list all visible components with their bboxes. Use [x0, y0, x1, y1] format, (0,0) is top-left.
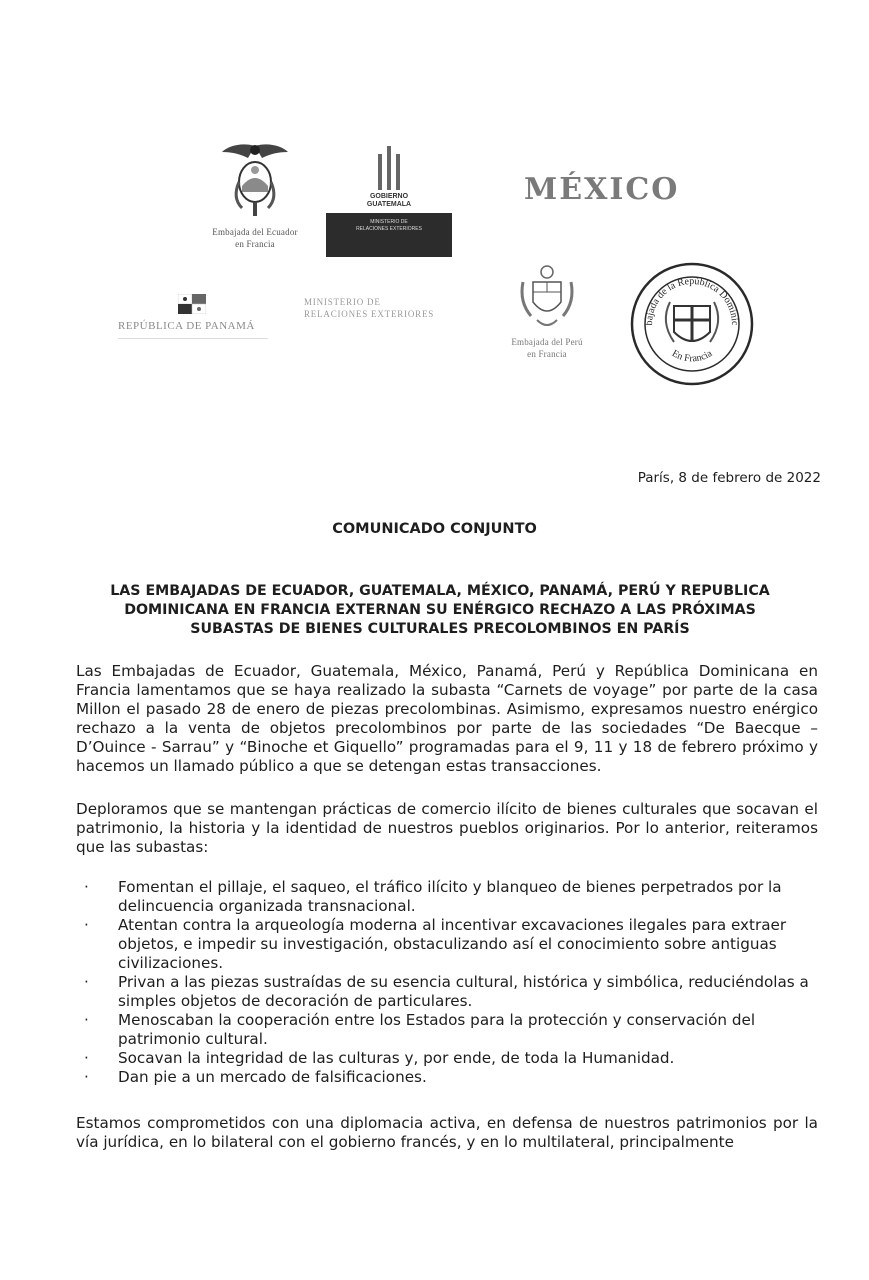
- bullet-text: Privan a las piezas sustraídas de su esencia cultural, histórica y simbólica, reduciéndolas a simples objetos de decoración de particulares.: [118, 973, 809, 1010]
- peru-coat-of-arms-icon: [515, 262, 579, 334]
- bullet-text: Socavan la integridad de las culturas y, por ende, de toda la Humanidad.: [118, 1049, 675, 1067]
- dominican-seal-logo: [630, 262, 754, 386]
- panama-divider: [118, 338, 268, 339]
- bullet-dot: ·: [84, 1068, 89, 1086]
- guatemala-bar-text1: MINISTERIO DE: [370, 219, 408, 225]
- guatemala-line1: GOBIERNO: [369, 193, 409, 200]
- headline-line2: DOMINICANA EN FRANCIA EXTERNAN SU ENÉRGICO RECHAZO A LAS PRÓXIMAS: [124, 602, 756, 618]
- peru-logo: [492, 262, 602, 370]
- bullet-text: Menoscaban la cooperación entre los Estados para la protección y conservación del patrimonio cultural.: [118, 1011, 756, 1048]
- guatemala-columns-icon: [374, 144, 404, 192]
- headline-line3: SUBASTAS DE BIENES CULTURALES PRECOLOMBINOS EN PARÍS: [190, 621, 690, 637]
- guatemala-bar-text2: RELACIONES EXTERIORES: [356, 226, 422, 232]
- bullet-dot: ·: [84, 1049, 89, 1067]
- list-item: [76, 916, 818, 973]
- dominican-seal-top-text: bajada de la República Dominic: [643, 275, 741, 326]
- panama-ministry-line2: RELACIONES EXTERIORES: [304, 309, 435, 319]
- panama-wordmark: REPÚBLICA DE PANAMÁ: [118, 320, 255, 332]
- bullet-text: Fomentan el pillaje, el saqueo, el tráfico ilícito y blanqueo de bienes perpetrados por la delincuencia organizada transnacional.: [118, 878, 782, 915]
- guatemala-ministry-bar: [326, 213, 452, 257]
- bullet-text: Dan pie a un mercado de falsificaciones.: [118, 1068, 427, 1086]
- bullet-dot: ·: [84, 878, 89, 896]
- headline-line1: LAS EMBAJADAS DE ECUADOR, GUATEMALA, MÉXICO, PANAMÁ, PERÚ Y REPUBLICA: [110, 583, 770, 599]
- dominican-seal-bottom-text: En Francia: [669, 348, 715, 365]
- bullet-list: [76, 878, 818, 1087]
- ecuador-coat-of-arms-icon: [220, 140, 290, 220]
- bullet-dot: ·: [84, 1011, 89, 1029]
- list-item: [76, 1011, 818, 1049]
- document-headline: [40, 582, 840, 639]
- list-item: [76, 878, 818, 916]
- list-item: [76, 1068, 818, 1087]
- peru-caption-line1: Embajada del Perú: [511, 337, 583, 347]
- paragraph-2: Deploramos que se mantengan prácticas de comercio ilícito de bienes culturales que socavan el patrimonio, la historia y la identidad de nuestros pueblos originarios. Por lo anterior, reiteramos que las subastas:: [76, 800, 818, 856]
- peru-caption-line2: en Francia: [527, 349, 567, 359]
- bullet-text: Atentan contra la arqueología moderna al incentivar excavaciones ilegales para extraer objetos, e impedir su investigación, obstaculizando así el conocimiento sobre antiguas civilizaciones.: [118, 916, 787, 972]
- panama-logo: [118, 292, 458, 352]
- ecuador-caption-line2: en Francia: [235, 239, 275, 249]
- dominican-seal-icon: [630, 262, 754, 386]
- document-title: COMUNICADO CONJUNTO: [332, 521, 537, 537]
- paragraph-1: Las Embajadas de Ecuador, Guatemala, México, Panamá, Perú y República Dominicana en Francia lamentamos que se haya realizado la subasta “Carnets de voyage” por parte de la casa Millon el pasado 28 de enero de piezas precolombinas. Asimismo, expresamos nuestro enérgico rechazo a la venta de objetos precolombinos por parte de las sociedades “De Baecque – D’Ouince - Sarrau” y “Binoche et Giquello” programadas para el 9, 11 y 18 de febrero próximo y hacemos un llamado público a que se detengan estas transacciones.: [76, 662, 818, 775]
- guatemala-line2: GUATEMALA: [366, 201, 412, 208]
- ecuador-caption-line1: Embajada del Ecuador: [212, 227, 298, 237]
- panama-flag-icon: [178, 294, 206, 314]
- mexico-wordmark: MÉXICO: [524, 172, 680, 207]
- list-item: [76, 973, 818, 1011]
- document-date: París, 8 de febrero de 2022: [637, 470, 821, 486]
- paragraph-3: Estamos comprometidos con una diplomacia activa, en defensa de nuestros patrimonios por la vía jurídica, en lo bilateral con el gobierno francés, y en lo multilateral, principalmente: [76, 1114, 818, 1151]
- ecuador-logo: [196, 140, 314, 255]
- guatemala-logo: [326, 140, 452, 260]
- panama-ministry-line1: MINISTERIO DE: [304, 297, 381, 307]
- list-item: [76, 1049, 818, 1068]
- bullet-dot: ·: [84, 916, 89, 934]
- bullet-dot: ·: [84, 973, 89, 991]
